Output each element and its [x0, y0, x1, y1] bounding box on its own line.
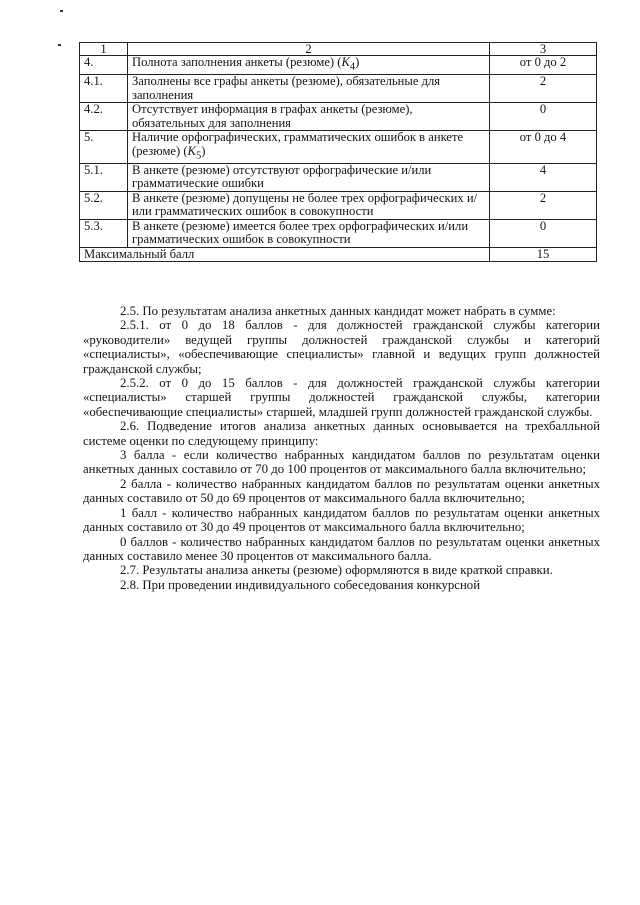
total-label: Максимальный балл	[80, 247, 490, 262]
row-criterion: Отсутствует информация в графах анкеты (резюме), обязательных для заполнения	[128, 103, 490, 131]
paragraph: 2.6. Подведение итогов анализа анкетных данных основывается на трехбалльной системе оценки по следующему принципу:	[83, 419, 600, 448]
scoring-table	[79, 42, 597, 262]
paragraph: 3 балла - если количество набранных кандидатом баллов по результатам оценки анкетных данных составило от 70 до 100 процентов от максимального балла включительно;	[83, 448, 600, 477]
row-number: 5.	[80, 131, 128, 164]
table-header-row	[80, 43, 597, 56]
header-cell: 3	[490, 43, 597, 56]
row-number: 4.1.	[80, 75, 128, 103]
row-number: 5.3.	[80, 219, 128, 247]
row-score: 2	[490, 75, 597, 103]
row-score: 0	[490, 219, 597, 247]
row-criterion: Наличие орфографических, грамматических ошибок в анкете (резюме) $(K_5)$	[128, 131, 490, 164]
scan-speck	[58, 44, 61, 46]
row-criterion: В анкете (резюме) допущены не более трех орфографических и/или грамматических ошибок в совокупности	[128, 191, 490, 219]
paragraph: 2.5.1. от 0 до 18 баллов - для должностей гражданской службы категории «руководители» ведущей группы должностей гражданской службы и категорий «специалисты», «обеспечивающие специалисты» главной и ведущих групп должностей гражданской службы;	[83, 318, 600, 376]
table-row	[80, 163, 597, 191]
header-cell: 2	[128, 43, 490, 56]
table-row	[80, 219, 597, 247]
table-row	[80, 75, 597, 103]
table-row	[80, 191, 597, 219]
row-score: от 0 до 2	[490, 56, 597, 75]
row-criterion: В анкете (резюме) отсутствуют орфографические и/или грамматические ошибки	[128, 163, 490, 191]
row-number: 4.2.	[80, 103, 128, 131]
row-number: 5.1.	[80, 163, 128, 191]
table-row	[80, 131, 597, 164]
row-number: 5.2.	[80, 191, 128, 219]
paragraph: 1 балл - количество набранных кандидатом баллов по результатам оценки анкетных данных составило от 30 до 49 процентов от максимального балла включительно;	[83, 505, 600, 535]
paragraph: 0 баллов - количество набранных кандидатом баллов по результатам оценки анкетных данных составило менее 30 процентов от максимального балла.	[83, 534, 600, 563]
paragraph: 2 балла - количество набранных кандидатом баллов по результатам оценки анкетных данных составило от 50 до 69 процентов от максимального балла включительно;	[83, 476, 600, 506]
table-row	[80, 56, 597, 75]
scan-speck	[60, 10, 63, 12]
header-cell: 1	[80, 43, 128, 56]
row-score: от 0 до 4	[490, 131, 597, 164]
row-score: 4	[490, 163, 597, 191]
paragraph: 2.8. При проведении индивидуального собеседования конкурсной	[120, 577, 481, 592]
paragraph: 2.7. Результаты анализа анкеты (резюме) оформляются в виде краткой справки.	[120, 563, 553, 578]
paragraph: 2.5.2. от 0 до 15 баллов - для должностей гражданской службы категории «специалисты» старшей группы должностей гражданской службы, категории «обеспечивающие специалисты» старшей, младшей групп должностей гражданской службы.	[83, 376, 600, 419]
row-score: 2	[490, 191, 597, 219]
paragraph: 2.5. По результатам анализа анкетных данных кандидат может набрать в сумме:	[120, 304, 556, 318]
table-total-row	[80, 247, 597, 262]
document-body	[83, 304, 600, 592]
total-value: 15	[490, 247, 597, 262]
table-row	[80, 103, 597, 131]
row-score: 0	[490, 103, 597, 131]
row-criterion: В анкете (резюме) имеется более трех орфографических и/или грамматических ошибок в совокупности	[128, 219, 490, 247]
row-criterion: Полнота заполнения анкеты (резюме) $(K_4)$	[128, 56, 490, 75]
row-number: 4.	[80, 56, 128, 75]
row-criterion: Заполнены все графы анкеты (резюме), обязательные для заполнения	[128, 75, 490, 103]
